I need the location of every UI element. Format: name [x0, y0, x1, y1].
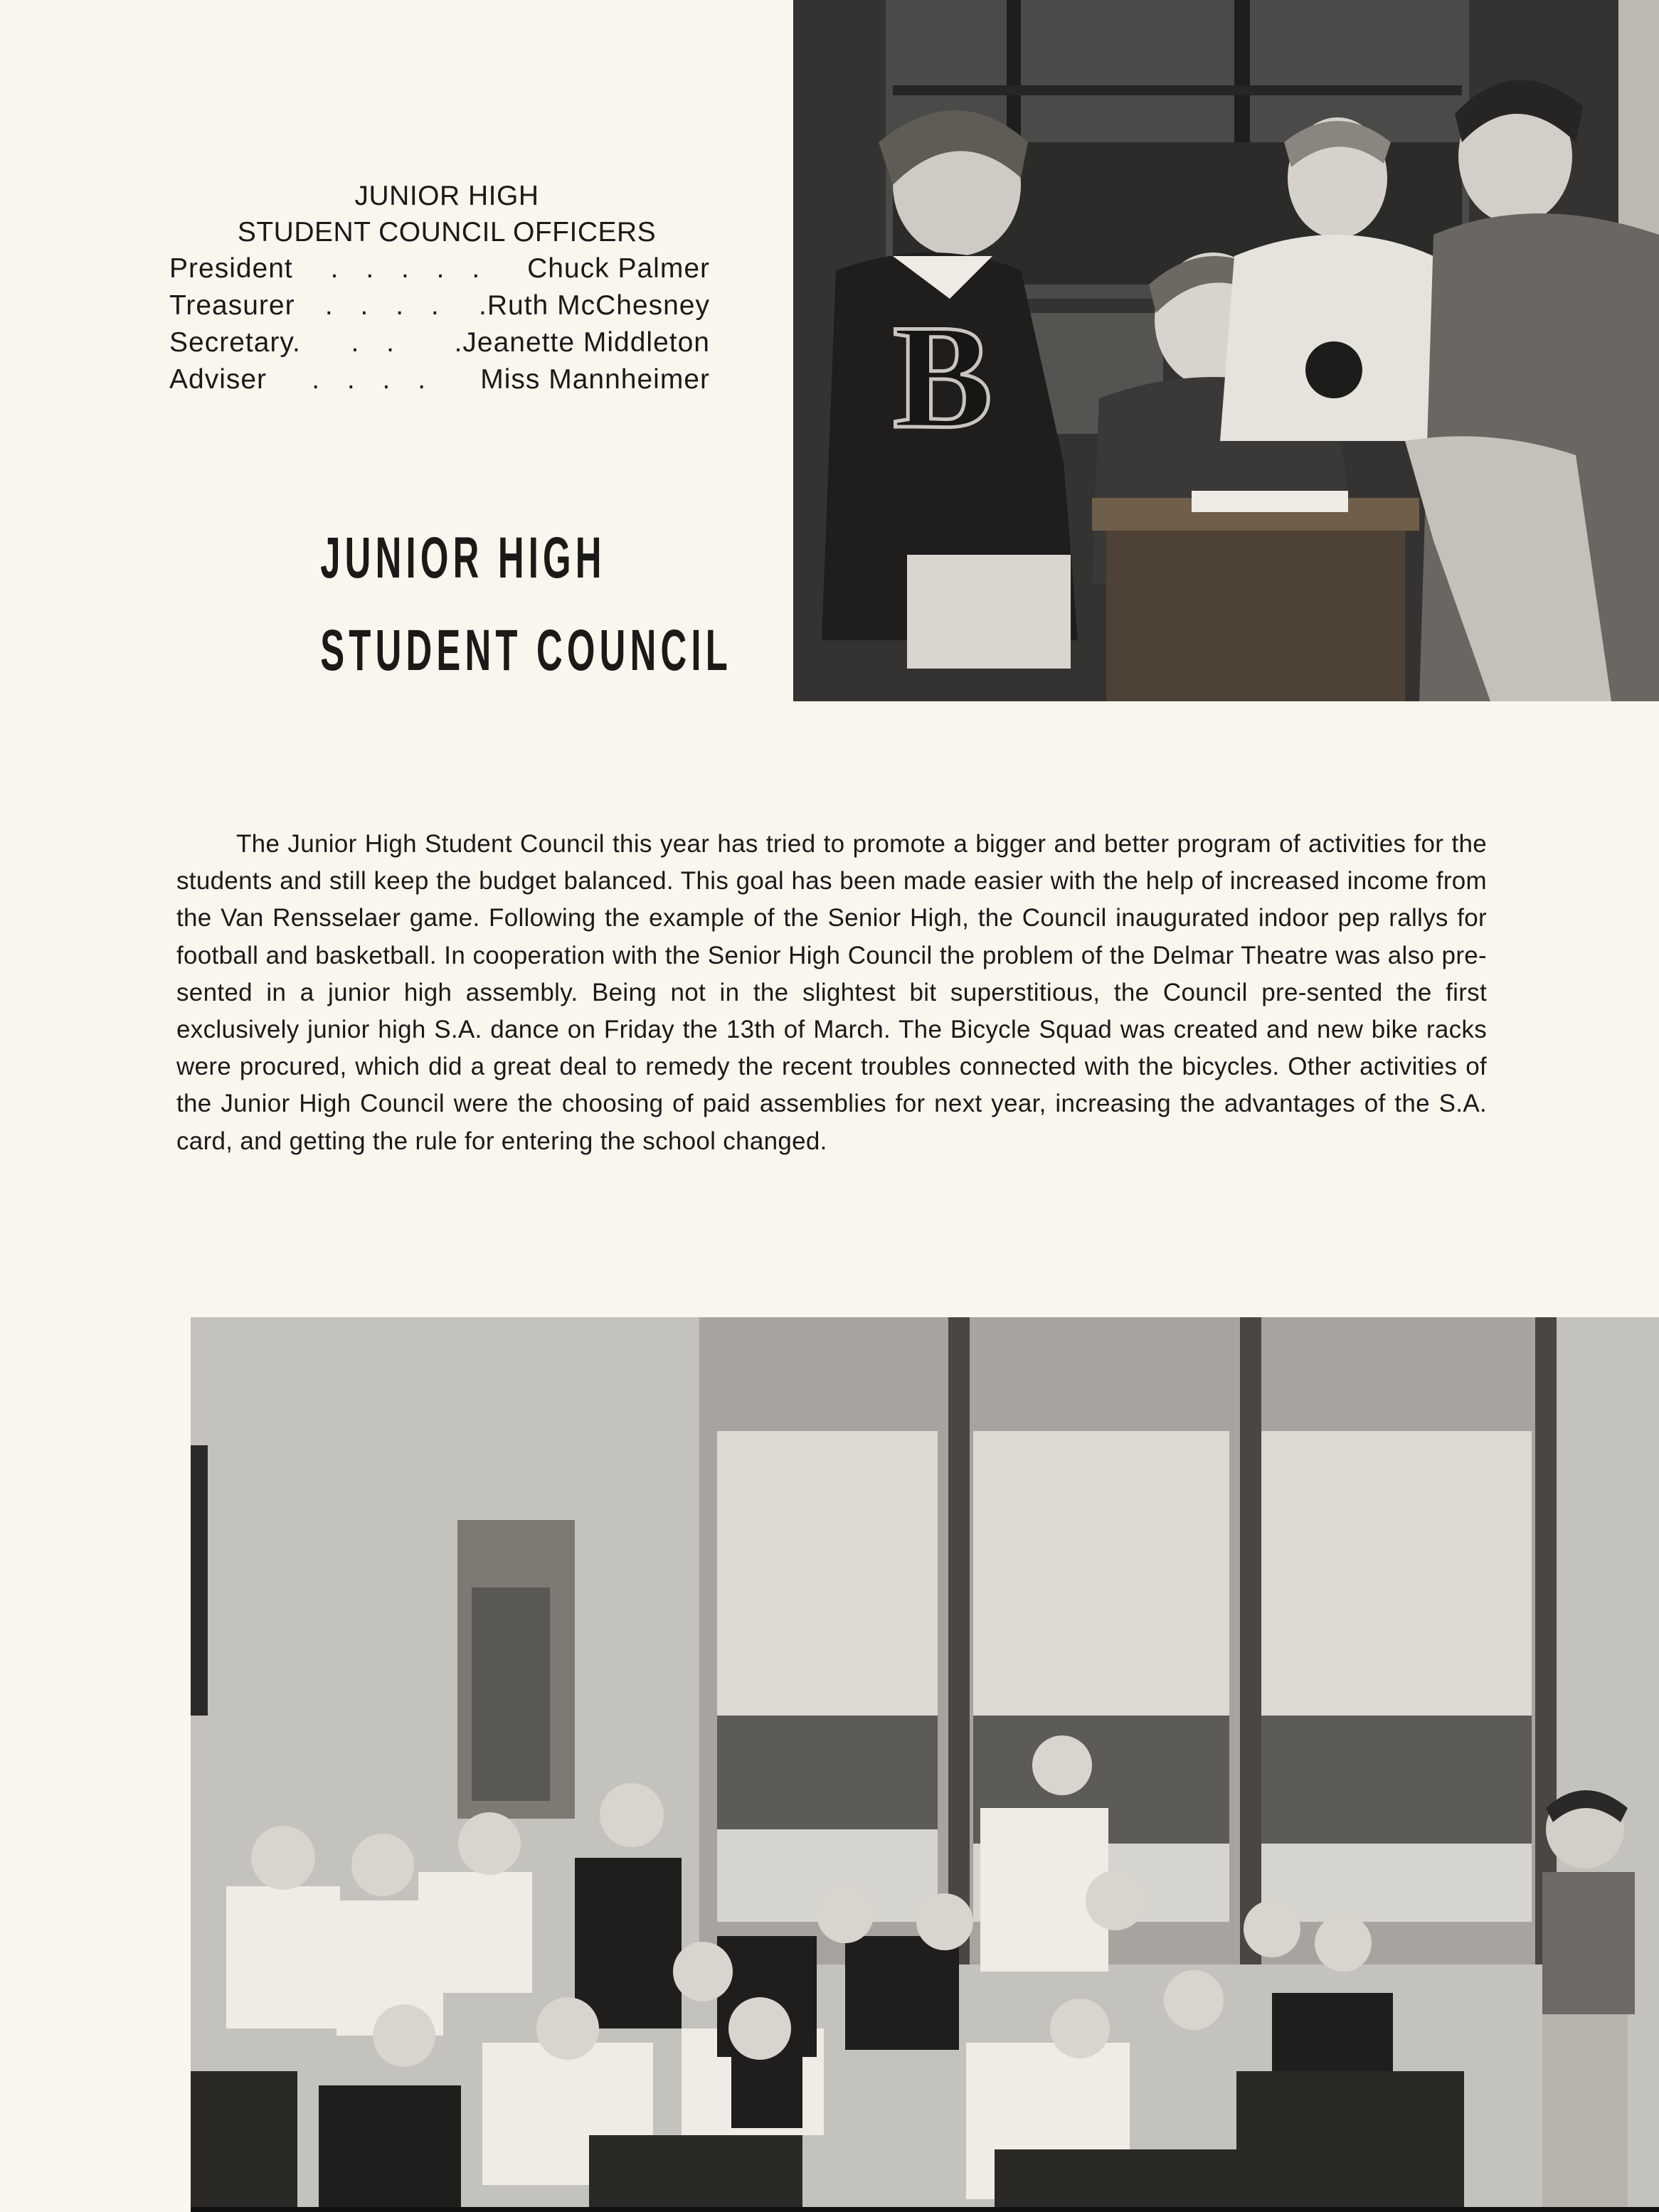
council-description: The Junior High Student Council this year has tried to promote a bigger and better program of activities for the students and still keep the budget balanced. This goal has been made easier with the help of increased income from the Van Rensselaer game. Following the example of the Senior High, the Council inaugurated indoor pep rallys for football and basketball. In cooperation with the Senior High Council the problem of the Delmar Theatre was also pre-sented in a junior high assembly. Being not in the slightest bit superstitious, the Council pre-sented the first exclusively junior high S.A. dance on Friday the 13th of March. The Bicycle Squad was created and new bike racks were procured, which did a great deal to remedy the recent troubles connected with the bicycles. Other activities of the Junior High Council were the choosing of paid assemblies for next year, increasing the advantages of the S.A. card, and getting the rule for entering the school changed. [176, 830, 1487, 1155]
page-title [242, 512, 732, 697]
officers-title-line-2: STUDENT COUNCIL OFFICERS [237, 217, 657, 248]
officer-name: .Ruth McChesney [479, 290, 710, 321]
dot-leader: . . . . [324, 290, 449, 321]
svg-text:B: B [893, 294, 993, 459]
officer-name: .Jeanette Middleton [454, 327, 710, 358]
officer-row-adviser [169, 361, 710, 398]
officer-role: Treasurer [169, 290, 295, 321]
officer-row-treasurer [169, 287, 710, 324]
council-meeting-photo-illustration [191, 1317, 1659, 2208]
officer-name: Miss Mannheimer [480, 364, 710, 395]
officer-row-secretary [169, 324, 710, 361]
officer-role: President [169, 253, 293, 284]
officer-name: Chuck Palmer [527, 253, 710, 284]
page-title-line-1: JUNIOR HIGH [320, 526, 606, 590]
dot-leader: . . . . [312, 364, 436, 395]
dot-leader: . . . . . [330, 253, 490, 284]
photo-bottom-edge [191, 2207, 1659, 2212]
officers-photo [793, 0, 1659, 701]
page-title-line-2: STUDENT COUNCIL [320, 618, 732, 683]
dot-leader: . . [351, 327, 404, 358]
officer-role: Adviser [169, 364, 267, 395]
officers-photo-illustration [793, 0, 1659, 701]
officers-block [169, 178, 710, 398]
officer-row-president [169, 250, 710, 287]
officers-title-line-1: JUNIOR HIGH [354, 181, 539, 211]
officer-role: Secretary. [169, 327, 301, 358]
council-meeting-photo [191, 1317, 1659, 2208]
